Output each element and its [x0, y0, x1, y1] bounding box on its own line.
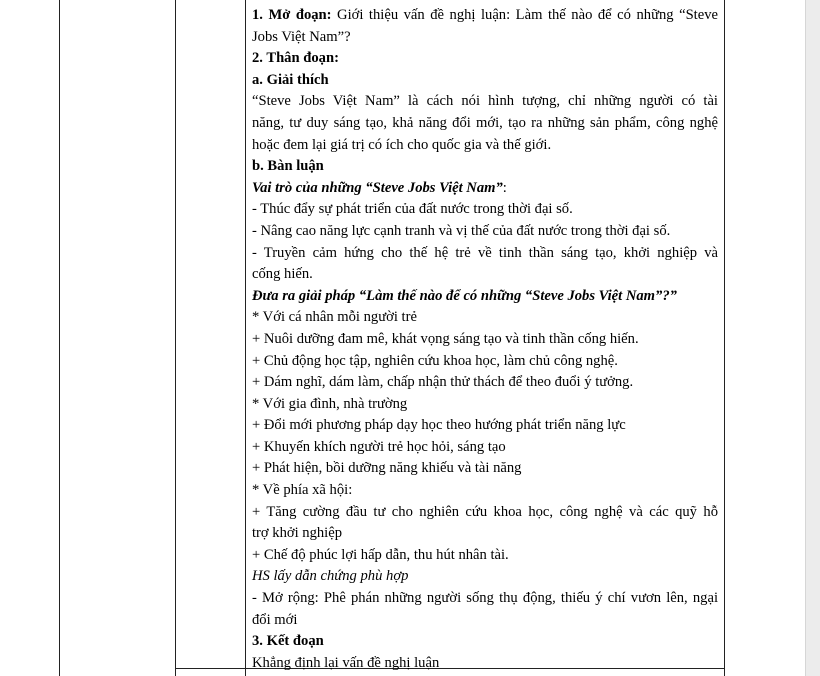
ket-doan-text: Khẳng định lại vấn đề nghị luận: [252, 654, 440, 671]
ban-luan-heading: b. Bàn luận: [252, 158, 324, 175]
list-item: - Truyền cảm hứng cho thế hệ trẻ về tinh thần sáng tạo, khởi nghiệp và: [252, 244, 718, 261]
mo-doan-text: Giới thiệu vấn đề nghị luận: Làm thế nào để có những “Steve: [331, 7, 718, 23]
vai-tro-colon: :: [502, 179, 507, 196]
mo-rong-line2: đổi mới: [252, 611, 298, 628]
vai-tro-line: [252, 178, 718, 200]
dan-chung-note: HS lấy dẫn chứng phù hợp: [252, 568, 409, 585]
table-border-left: [59, 0, 60, 676]
answer-content-cell: [252, 5, 718, 674]
table-column-divider: [175, 0, 176, 676]
mo-rong-line1: - Mở rộng: Phê phán những người sống thụ động, thiếu ý chí vươn lên, ngại: [252, 590, 718, 607]
mo-doan-line1: [252, 5, 718, 27]
ket-doan-heading: 3. Kết đoạn: [252, 633, 324, 650]
list-item-continuation: trợ khởi nghiệp: [252, 525, 343, 542]
list-item: + Tăng cường đầu tư cho nghiên cứu khoa học, công nghệ và các quỹ hỗ: [252, 503, 718, 520]
list-item: + Đổi mới phương pháp dạy học theo hướng phát triển năng lực: [252, 417, 626, 434]
mo-doan-heading: 1. Mở đoạn:: [252, 7, 332, 23]
ca-nhan-title: * Với cá nhân mỗi người trẻ: [252, 309, 417, 326]
list-item: + Nuôi dưỡng đam mê, khát vọng sáng tạo và tinh thần cống hiến.: [252, 330, 639, 347]
table-column-divider: [245, 0, 246, 676]
list-item: + Chế độ phúc lợi hấp dẫn, thu hút nhân tài.: [252, 546, 509, 563]
list-item: - Thúc đẩy sự phát triển của đất nước trong thời đại số.: [252, 201, 573, 218]
viewer-background: [805, 0, 820, 676]
list-item: + Chủ động học tập, nghiên cứu khoa học, làm chủ công nghệ.: [252, 352, 618, 369]
giai-thich-heading: a. Giải thích: [252, 71, 329, 88]
giai-thich-line: “Steve Jobs Việt Nam” là cách nói hình tượng, chỉ những người có tài: [252, 93, 718, 110]
xa-hoi-title: * Về phía xã hội:: [252, 482, 353, 499]
list-item: + Phát hiện, bồi dưỡng năng khiếu và tài năng: [252, 460, 522, 477]
giai-phap-heading: Đưa ra giải pháp “Làm thế nào để có những “Steve Jobs Việt Nam”?”: [252, 287, 677, 304]
list-item: + Dám nghĩ, dám làm, chấp nhận thử thách để theo đuổi ý tưởng.: [252, 374, 634, 391]
mo-doan-line2: Jobs Việt Nam”?: [252, 28, 351, 45]
list-item: - Nâng cao năng lực cạnh tranh và vị thế của đất nước trong thời đại số.: [252, 222, 671, 239]
giai-thich-line: hoặc đem lại giá trị có ích cho quốc gia và thế giới.: [252, 136, 552, 153]
giai-thich-line: năng, tư duy sáng tạo, khả năng đổi mới, tạo ra những sản phẩm, công nghệ: [252, 114, 718, 131]
than-doan-heading: 2. Thân đoạn:: [252, 50, 339, 67]
gia-dinh-title: * Với gia đình, nhà trường: [252, 395, 408, 412]
list-item-continuation: cống hiến.: [252, 266, 313, 283]
table-border-right: [724, 0, 725, 676]
vai-tro-heading: Vai trò của những “Steve Jobs Việt Nam”: [252, 179, 503, 196]
list-item: + Khuyến khích người trẻ học hỏi, sáng tạo: [252, 438, 506, 455]
